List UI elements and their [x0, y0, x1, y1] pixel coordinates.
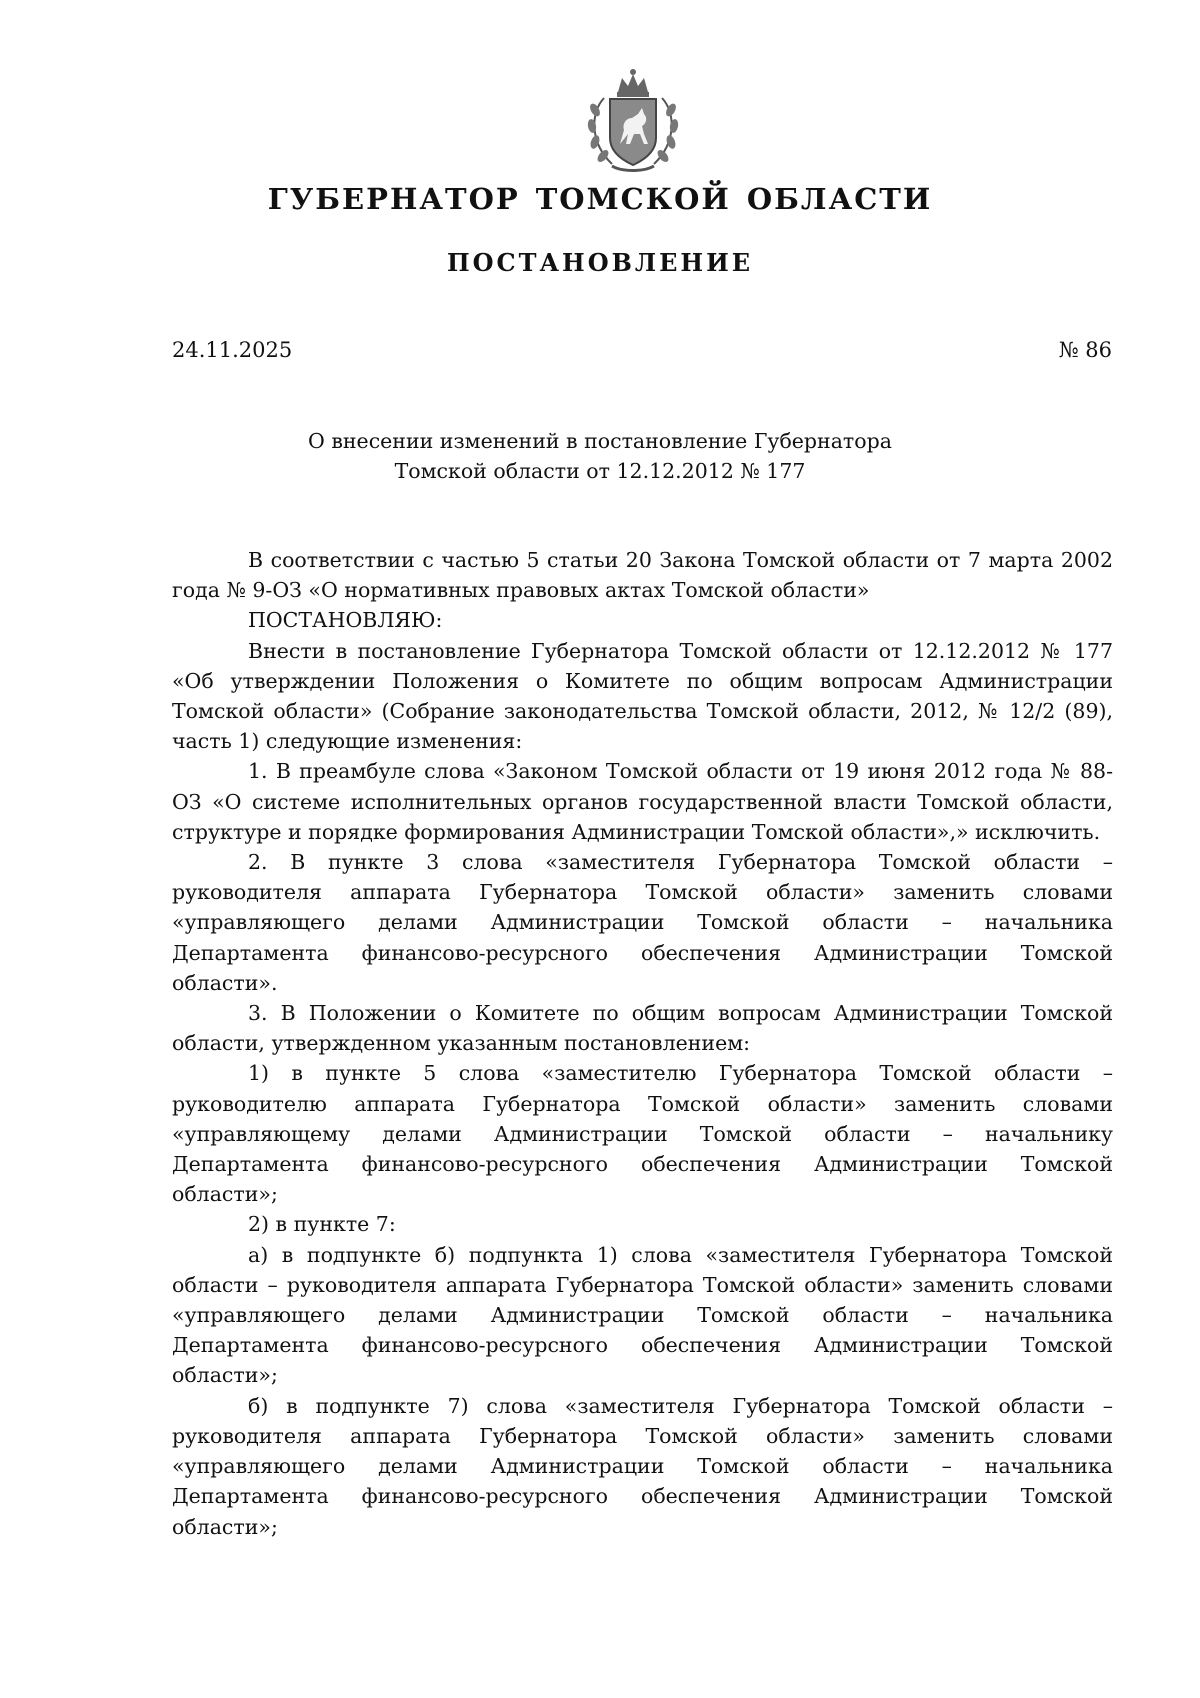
paragraph-subitem-3-2: 2) в пункте 7: [248, 1212, 396, 1237]
organization-title: ГУБЕРНАТОР ТОМСКОЙ ОБЛАСТИ [267, 182, 933, 216]
paragraph-amend-intro: Внести в постановление Губернатора Томской области от 12.12.2012 № 177 «Об утверждении Положения о Комитете по общим вопросам Администрации Томской области» (Собрание законодательства Томской области, 2012, № 12/2 (89), часть 1) следующие изменения: [172, 638, 1113, 754]
document-type-title: ПОСТАНОВЛЕНИЕ [446, 248, 754, 277]
document-date: 24.11.2025 [172, 338, 293, 362]
subject-line-1: О внесении изменений в постановление Губернатора [308, 429, 892, 453]
paragraph-subitem-3-2-b: б) в подпункте 7) слова «заместителя Губернатора Томской области – руководителя аппарата Губернатора Томской области» заменить словами «управляющего делами Администрации Томской области – начальника Департамента финансово-ресурсного обеспечения Администрации Томской области»; [172, 1393, 1113, 1539]
paragraph-subitem-3-1: 1) в пункте 5 слова «заместителю Губернатора Томской области – руководителю аппарата Губернатора Томской области» заменить словами «управляющему делами Администрации Томской области – начальнику Департамента финансово-ресурсного обеспечения Администрации Томской области»; [172, 1061, 1113, 1207]
paragraph-preamble: В соответствии с частью 5 статьи 20 Закона Томской области от 7 марта 2002 года № 9-ОЗ «О нормативных правовых актах Томской области» [172, 548, 1113, 603]
paragraph-item-3: 3. В Положении о Комитете по общим вопросам Администрации Томской области, утвержденном указанным постановлением: [172, 1001, 1113, 1056]
paragraph-subitem-3-2-a: а) в подпункте б) подпункта 1) слова «заместителя Губернатора Томской области – руководителя аппарата Губернатора Томской области» заменить словами «управляющего делами Администрации Томской области – начальника Департамента финансово-ресурсного обеспечения Администрации Томской области»; [172, 1242, 1113, 1388]
paragraph-item-1: 1. В преамбуле слова «Законом Томской области от 19 июня 2012 года № 88-ОЗ «О системе исполнительных органов государственной власти Томской области, структуре и порядке формирования Администрации Томской области»,» исключить. [172, 759, 1113, 844]
paragraph-item-2: 2. В пункте 3 слова «заместителя Губернатора Томской области – руководителя аппарата Губернатора Томской области» заменить словами «управляющего делами Администрации Томской области – начальника Департамента финансово-ресурсного обеспечения Администрации Томской области». [172, 850, 1113, 995]
document-body [172, 545, 1113, 1542]
document-subject [300, 426, 900, 486]
tomsk-oblast-coat-of-arms-icon [582, 68, 684, 174]
paragraph-resolve: ПОСТАНОВЛЯЮ: [248, 608, 443, 633]
document-number: № 86 [1058, 338, 1112, 362]
subject-line-2: Томской области от 12.12.2012 № 177 [394, 459, 806, 483]
